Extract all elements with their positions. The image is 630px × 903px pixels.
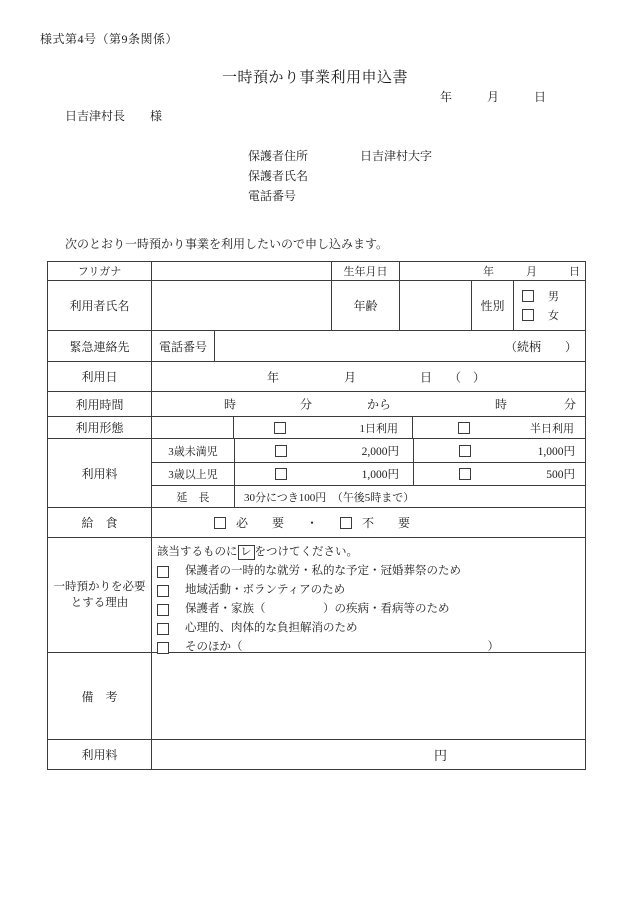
- total-fee-input-cell[interactable]: [151, 740, 585, 769]
- age-input-cell[interactable]: [399, 281, 471, 330]
- checkbox-fee-under3-full[interactable]: [275, 445, 287, 457]
- reason-label-line2: とする理由: [70, 597, 129, 609]
- application-table: [47, 261, 586, 770]
- addressee-honorific: 様: [150, 109, 163, 123]
- checkbox-female[interactable]: [522, 309, 534, 321]
- row-reason: [48, 537, 585, 652]
- intro-sentence: 次のとおり一時預かり事業を利用したいので申し込みます。: [65, 237, 389, 251]
- extension-text: 30分につき100円 （午後5時まで）: [234, 486, 586, 507]
- gender-male-option: [522, 288, 559, 304]
- fee-over3-full-amount: 1,000円: [361, 469, 399, 481]
- checkbox-fee-under3-half[interactable]: [459, 445, 471, 457]
- reason-label-line1: 一時預かりを必要: [53, 581, 146, 593]
- checkbox-reason-community[interactable]: [157, 585, 169, 597]
- fee-row-extension: [152, 485, 586, 507]
- gender-female-label: 女: [548, 310, 559, 322]
- reason-option-4: [157, 619, 358, 638]
- use-date-label: 利用日: [81, 370, 118, 384]
- row-use-type: [48, 416, 585, 438]
- use-time-minute-end: 分: [564, 397, 577, 412]
- reason-other-close: ）: [487, 641, 499, 653]
- meal-options-cell: [151, 508, 585, 537]
- fee-under3-full-amount: 2,000円: [361, 445, 399, 458]
- row-fee-group: [48, 438, 585, 507]
- reason-option-1-label: 保護者の一時的な就労・私的な予定・冠婚葬祭のため: [185, 565, 461, 577]
- relation-close: ）: [564, 339, 577, 354]
- total-fee-label: 利用料: [81, 748, 118, 762]
- checkbox-meal-not-required[interactable]: [340, 517, 352, 529]
- header-date-line: [440, 88, 546, 105]
- use-time-hour-end: 時: [495, 397, 508, 412]
- row-remarks: [48, 652, 585, 739]
- addressee-name: 日吉津村長: [65, 109, 126, 123]
- check-mark-sample: レ: [238, 545, 255, 560]
- emergency-phone-input-cell[interactable]: [214, 331, 585, 361]
- guardian-phone-line: [248, 186, 432, 206]
- fee-over3-label: 3歳以上児: [168, 469, 218, 481]
- use-type-half-day-cell: [412, 417, 585, 438]
- reason-other-prefix: そのほか（: [185, 641, 243, 653]
- birthdate-input-cell[interactable]: [399, 262, 585, 280]
- fee-under3-half-cell: [413, 439, 586, 462]
- use-time-label: 利用時間: [75, 397, 124, 412]
- checkbox-meal-required[interactable]: [214, 517, 226, 529]
- relation-prefix: （続柄: [504, 339, 541, 354]
- use-time-minute-start: 分: [300, 397, 313, 412]
- checkbox-reason-work[interactable]: [157, 566, 169, 578]
- gender-cell: [513, 281, 585, 330]
- header-date-month-label: 月: [486, 90, 499, 104]
- fee-row-under3: [152, 439, 586, 462]
- reason-option-1: [157, 562, 461, 581]
- page-title: 一時預かり事業利用申込書: [221, 70, 408, 86]
- use-time-hour-start: 時: [224, 397, 237, 412]
- meal-not-required-label: 不 要: [362, 516, 411, 530]
- row-use-time: [48, 391, 585, 416]
- meal-required-label: 必 要: [236, 516, 285, 530]
- fee-subtable: [151, 439, 586, 507]
- reason-label: [48, 538, 151, 652]
- row-use-date: [48, 361, 585, 391]
- use-type-full-day-cell: [233, 417, 412, 438]
- birthdate-day-label: 日: [569, 266, 580, 278]
- remarks-label: 備 考: [81, 689, 118, 704]
- guardian-address-line: [248, 146, 432, 166]
- reason-option-4-label: 心理的、肉体的な負担解消のため: [185, 622, 358, 634]
- use-date-day-label: 日: [420, 370, 433, 384]
- half-day-label: 半日利用: [530, 422, 574, 435]
- reason-option-3-label: 保護者・家族（ ）の疾病・看病等のため: [185, 603, 450, 615]
- use-date-year-label: 年: [267, 370, 280, 384]
- age-label: 年齢: [331, 281, 399, 330]
- guardian-phone-label: 電話番号: [248, 189, 297, 203]
- use-type-label: 利用形態: [75, 421, 124, 435]
- reason-options-cell: [151, 538, 585, 652]
- checkbox-reason-other[interactable]: [157, 642, 169, 654]
- remarks-input-cell[interactable]: [151, 653, 585, 739]
- checkbox-fee-over3-full[interactable]: [275, 468, 287, 480]
- total-fee-unit: 円: [434, 748, 448, 763]
- user-name-label: 利用者氏名: [69, 299, 130, 313]
- fee-row-over3: [152, 462, 586, 485]
- checkbox-half-day[interactable]: [458, 422, 470, 434]
- header-date-day-label: 日: [533, 90, 546, 104]
- header-date-year-label: 年: [440, 90, 453, 104]
- use-time-input-cell[interactable]: [151, 392, 585, 416]
- row-furigana: [48, 262, 585, 280]
- addressee-line: [65, 107, 162, 124]
- guardian-block: [248, 146, 432, 206]
- fee-under3-half-amount: 1,000円: [537, 445, 575, 458]
- birthdate-month-label: 月: [526, 266, 537, 278]
- checkbox-reason-illness[interactable]: [157, 604, 169, 616]
- reason-option-2-label: 地域活動・ボランティアのため: [185, 584, 346, 596]
- reason-instruction-post: をつけてください。: [254, 546, 358, 558]
- extension-label: 延 長: [176, 491, 210, 504]
- birthdate-year-label: 年: [483, 266, 494, 278]
- checkbox-male[interactable]: [522, 290, 534, 302]
- guardian-name-line: [248, 166, 432, 186]
- fee-over3-half-amount: 500円: [546, 469, 575, 481]
- furigana-input-cell[interactable]: [151, 262, 331, 280]
- row-meal: [48, 507, 585, 537]
- checkbox-fee-over3-half[interactable]: [459, 468, 471, 480]
- row-emergency-contact: [48, 330, 585, 361]
- use-time-from: から: [367, 397, 392, 412]
- row-user-name: [48, 280, 585, 330]
- form-number: 様式第4号（第9条関係）: [40, 32, 179, 46]
- fee-under3-full-cell: [234, 439, 413, 462]
- gender-label: 性別: [471, 281, 513, 330]
- guardian-address-value: 日吉津村大字: [360, 149, 433, 163]
- row-total-fee: [48, 739, 585, 769]
- use-date-input-cell[interactable]: [151, 362, 585, 391]
- reason-option-3: [157, 600, 450, 619]
- guardian-address-label: 保護者住所: [248, 149, 309, 163]
- furigana-label: フリガナ: [77, 266, 122, 278]
- fee-over3-half-cell: [413, 463, 586, 485]
- full-day-label: 1日利用: [359, 422, 398, 435]
- gender-female-option: [522, 307, 559, 323]
- reason-instruction-pre: 該当するものに: [157, 546, 238, 558]
- reason-instruction: [157, 543, 358, 562]
- fee-over3-full-cell: [234, 463, 413, 485]
- gender-male-label: 男: [548, 291, 559, 303]
- birthdate-label: 生年月日: [331, 262, 399, 280]
- use-date-month-label: 月: [344, 370, 357, 384]
- checkbox-reason-burden[interactable]: [157, 623, 169, 635]
- guardian-name-label: 保護者氏名: [248, 169, 309, 183]
- emergency-label: 緊急連絡先: [69, 339, 130, 354]
- meal-label: 給 食: [81, 516, 118, 530]
- use-type-blank-cell: [151, 417, 233, 438]
- checkbox-full-day[interactable]: [274, 422, 286, 434]
- use-date-weekday-paren: （ ）: [449, 370, 486, 384]
- reason-option-2: [157, 581, 345, 600]
- fee-label: 利用料: [81, 466, 118, 481]
- emergency-phone-label: 電話番号: [151, 331, 214, 361]
- meal-separator: ・: [306, 516, 319, 530]
- user-name-input-cell[interactable]: [151, 281, 331, 330]
- fee-under3-label: 3歳未満児: [168, 445, 218, 458]
